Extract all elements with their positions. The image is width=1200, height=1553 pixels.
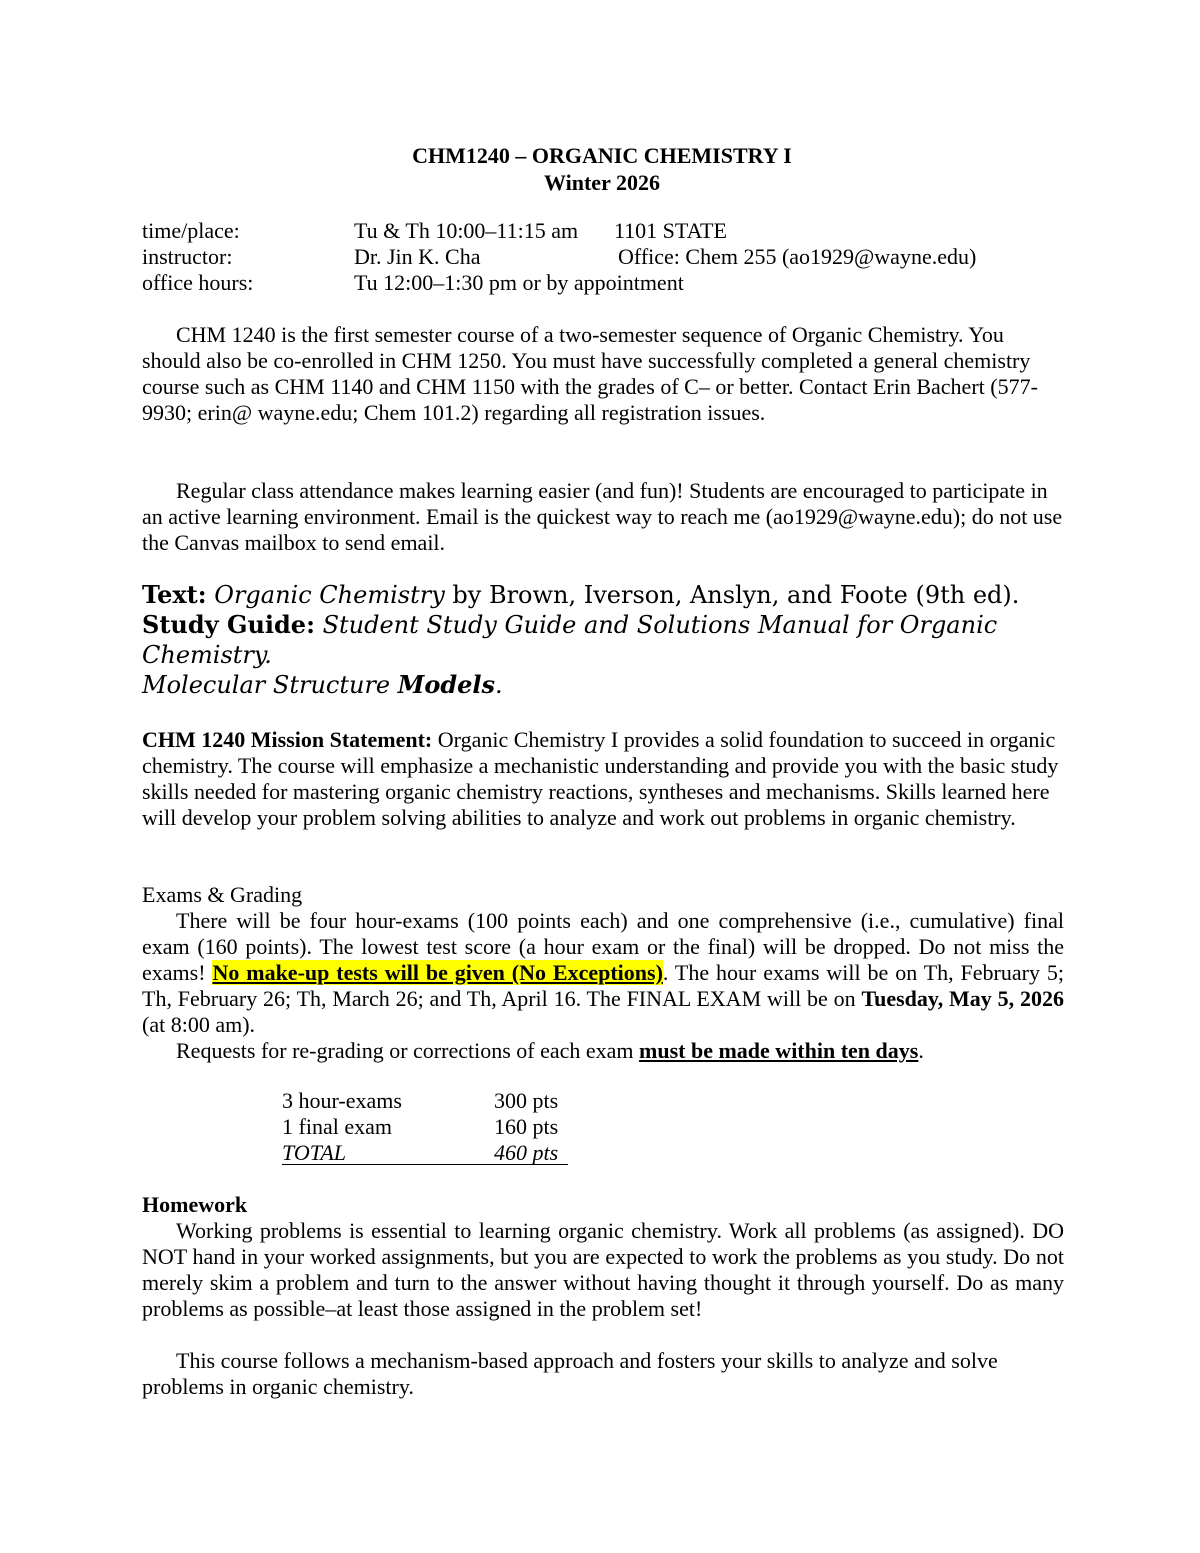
models-text-a: Molecular Structure [142,671,398,699]
course-header [142,142,1062,196]
total-points: 460 pts [494,1140,559,1165]
points-value: 160 pts [494,1114,559,1139]
homework-heading: Homework [142,1192,248,1217]
points-item: 1 final exam [282,1114,392,1139]
textbook-authors: by Brown, Iverson, Anslyn, and Foote (9th ed). [444,581,1020,609]
instructor-row [142,244,1062,270]
regrade-deadline: must be made within ten days [639,1038,919,1063]
office-hours-value: Tu 12:00–1:30 pm or by appointment [354,270,684,295]
place-value: 1101 STATE [614,218,727,243]
office-value: Office: Chem 255 (ao1929@wayne.edu) [618,244,977,269]
exams-paragraph-2 [142,1038,1064,1064]
exams-heading [142,882,1064,908]
exams-p1-a: There will be four hour-exams (100 points each) and one comprehensive (i.e., cumulative) final exam (160 points). The lowest test score (a hour exam or the final) will be dropped. Do not miss the exams! [142,908,1064,985]
course-title: CHM1240 – ORGANIC CHEMISTRY I [412,143,792,168]
exams-heading-text: Exams & Grading [142,882,303,907]
exams-p2-a: Requests for re-grading or corrections of each exam [176,1038,640,1063]
time-place-row [142,218,1062,244]
mission-statement [142,727,1064,831]
course-info [142,218,1062,296]
mission-body: Organic Chemistry I provides a solid foundation to succeed in organic chemistry. The course will emphasize a mechanistic understanding and provide you with the basic study skills needed for mastering organic chemistry reactions, syntheses and mechanisms. Skills learned here will develop your problem solving abilities to analyze and work out problems in organic chemistry. [142,727,1059,830]
time-value: Tu & Th 10:00–11:15 am [354,218,579,243]
course-term: Winter 2026 [544,170,660,195]
points-item: 3 hour-exams [282,1088,402,1113]
models-line [142,670,1062,700]
exams-p1-c: (at 8:00 am). [142,1012,256,1037]
instructor-label: instructor: [142,244,233,269]
homework-paragraph-2: This course follows a mechanism-based approach and fosters your skills to analyze and solve problems in organic chemistry. [142,1348,998,1399]
study-guide-title: Student Study Guide and Solutions Manual for Organic [322,611,998,639]
textbook-title: Organic Chemistry [214,581,445,609]
models-text-c: . [495,671,503,699]
intro-paragraph-1: CHM 1240 is the first semester course of a two-semester sequence of Organic Chemistry. You should also be co-enrolled in CHM 1250. You must have successfully completed a general chemistry course such as CHM 1140 and CHM 1150 with the grades of C– or better. Contact Erin Bachert (577-9930; erin@ wayne.edu; Chem 101.2) regarding all registration issues. [142,322,1038,425]
total-underline [282,1164,568,1165]
points-table [282,1088,572,1166]
textbook-line [142,580,1062,610]
study-guide-line [142,610,1062,640]
table-row [282,1088,572,1114]
exams-paragraph-1 [142,908,1064,1038]
time-place-label: time/place: [142,218,240,243]
mission-label: CHM 1240 Mission Statement: [142,727,433,752]
table-row [282,1114,572,1140]
study-guide-title-cont: Chemistry. [142,641,272,669]
total-row [282,1140,572,1166]
total-label: TOTAL [282,1140,347,1165]
study-guide-label: Study Guide: [142,610,315,639]
office-hours-label: office hours: [142,270,254,295]
exams-p1-b: . The hour exams will be on Th, February 5; Th, February 26; Th, March 26; and Th, April 16. The FINAL EXAM will be on [142,960,1064,1011]
text-section [142,580,1062,700]
exams-p2-b: . [918,1038,924,1063]
points-value: 300 pts [494,1088,559,1113]
text-label: Text: [142,580,207,609]
no-makeup-highlight: No make-up tests will be given (No Exceptions) [212,960,663,985]
final-exam-date: Tuesday, May 5, 2026 [861,986,1064,1011]
office-hours-row [142,270,1062,296]
instructor-value: Dr. Jin K. Cha [354,244,481,269]
models-text-b: Models [397,670,496,699]
homework-paragraph-1: Working problems is essential to learning organic chemistry. Work all problems (as assigned). DO NOT hand in your worked assignments, but you are expected to work the problems as you study. Do not merely skim a problem and turn to the answer without having thought it through yourself. Do as many problems as possible–at least those assigned in the problem set! [142,1218,1064,1321]
intro-paragraph-2: Regular class attendance makes learning easier (and fun)! Students are encouraged to participate in an active learning environment. Email is the quickest way to reach me (ao1929@wayne.edu); do not use the Canvas mailbox to send email. [142,478,1063,555]
